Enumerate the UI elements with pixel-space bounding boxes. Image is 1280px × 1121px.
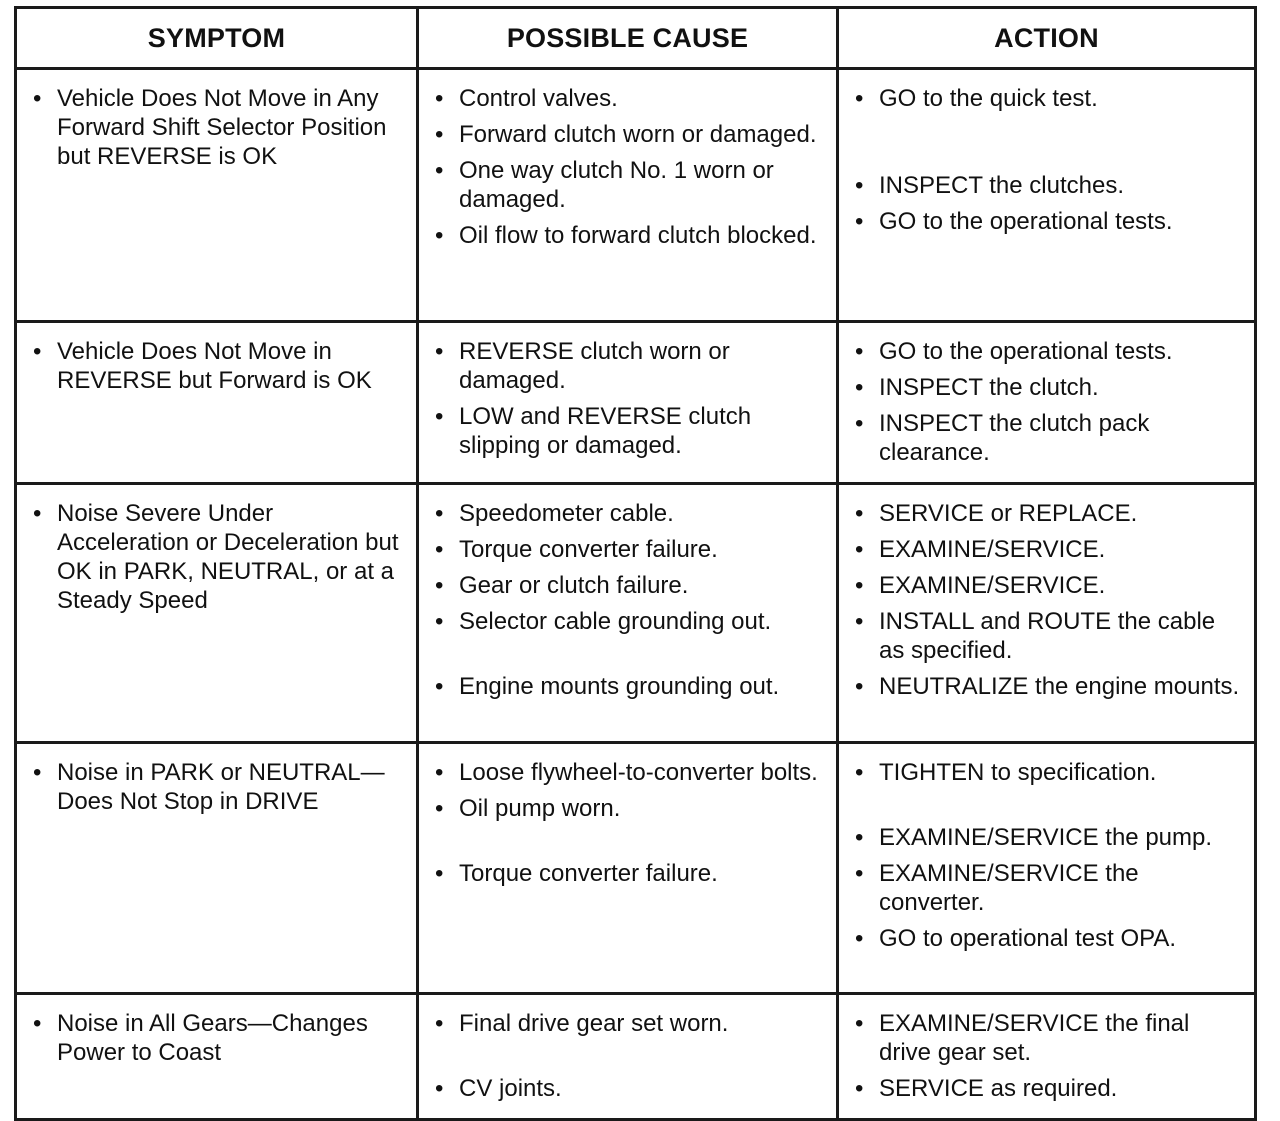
table-row xyxy=(16,69,1256,322)
cause-item: • Torque converter failure. xyxy=(429,535,826,564)
action-cell xyxy=(838,743,1256,994)
symptom-item: • Vehicle Does Not Move in Any Forward Shift Selector Position but REVERSE is OK xyxy=(27,84,406,171)
symptom-item: • Noise Severe Under Acceleration or Deceleration but OK in PARK, NEUTRAL, or at a Steady Speed xyxy=(27,499,406,615)
cause-cell xyxy=(418,322,838,484)
cause-item: • Selector cable grounding out. xyxy=(429,607,826,636)
cause-item: • Loose flywheel-to-converter bolts. xyxy=(429,758,826,787)
action-item: • GO to the operational tests. xyxy=(849,207,1244,236)
cause-cell xyxy=(418,484,838,743)
symptom-cell xyxy=(16,743,418,994)
header-action: ACTION xyxy=(838,8,1256,69)
action-cell xyxy=(838,69,1256,322)
action-item: • SERVICE or REPLACE. xyxy=(849,499,1244,528)
symptom-cell xyxy=(16,994,418,1120)
cause-item: • Speedometer cable. xyxy=(429,499,826,528)
symptom-cell xyxy=(16,69,418,322)
action-item: • NEUTRALIZE the engine mounts. xyxy=(849,672,1244,701)
header-row xyxy=(16,8,1256,69)
cause-item: • Engine mounts grounding out. xyxy=(429,672,826,701)
action-item: • EXAMINE/SERVICE the converter. xyxy=(849,859,1244,917)
action-cell xyxy=(838,994,1256,1120)
action-item: • EXAMINE/SERVICE the final drive gear set. xyxy=(849,1009,1244,1067)
action-item: • GO to operational test OPA. xyxy=(849,924,1244,953)
diagnosis-chart xyxy=(14,6,1254,1121)
symptom-item: • Noise in All Gears—Changes Power to Coast xyxy=(27,1009,406,1067)
header-symptom: SYMPTOM xyxy=(16,8,418,69)
cause-cell xyxy=(418,743,838,994)
action-item: • INSTALL and ROUTE the cable as specified. xyxy=(849,607,1244,665)
action-item: • EXAMINE/SERVICE. xyxy=(849,571,1244,600)
cause-item: • Oil flow to forward clutch blocked. xyxy=(429,221,826,250)
cause-item: • REVERSE clutch worn or damaged. xyxy=(429,337,826,395)
action-item: • SERVICE as required. xyxy=(849,1074,1244,1103)
table-row xyxy=(16,484,1256,743)
symptom-table xyxy=(14,6,1257,1121)
cause-item: • Torque converter failure. xyxy=(429,859,826,888)
cause-item: • Forward clutch worn or damaged. xyxy=(429,120,826,149)
action-cell xyxy=(838,322,1256,484)
action-item: • EXAMINE/SERVICE. xyxy=(849,535,1244,564)
symptom-item: • Vehicle Does Not Move in REVERSE but Forward is OK xyxy=(27,337,406,395)
cause-item: • Final drive gear set worn. xyxy=(429,1009,826,1038)
action-item: • GO to the operational tests. xyxy=(849,337,1244,366)
cause-item: • LOW and REVERSE clutch slipping or damaged. xyxy=(429,402,826,460)
action-item: • EXAMINE/SERVICE the pump. xyxy=(849,823,1244,852)
cause-item: • Control valves. xyxy=(429,84,826,113)
header-possible-cause: POSSIBLE CAUSE xyxy=(418,8,838,69)
action-item: • INSPECT the clutches. xyxy=(849,171,1244,200)
cause-cell xyxy=(418,69,838,322)
symptom-item: • Noise in PARK or NEUTRAL—Does Not Stop in DRIVE xyxy=(27,758,406,816)
action-item: • GO to the quick test. xyxy=(849,84,1244,113)
cause-item: • Oil pump worn. xyxy=(429,794,826,823)
cause-item: • CV joints. xyxy=(429,1074,826,1103)
action-item: • INSPECT the clutch pack clearance. xyxy=(849,409,1244,467)
symptom-cell xyxy=(16,322,418,484)
symptom-cell xyxy=(16,484,418,743)
cause-item: • Gear or clutch failure. xyxy=(429,571,826,600)
action-cell xyxy=(838,484,1256,743)
action-item: • TIGHTEN to specification. xyxy=(849,758,1244,787)
action-item: • INSPECT the clutch. xyxy=(849,373,1244,402)
table-row xyxy=(16,994,1256,1120)
cause-cell xyxy=(418,994,838,1120)
table-row xyxy=(16,743,1256,994)
cause-item: • One way clutch No. 1 worn or damaged. xyxy=(429,156,826,214)
table-row xyxy=(16,322,1256,484)
